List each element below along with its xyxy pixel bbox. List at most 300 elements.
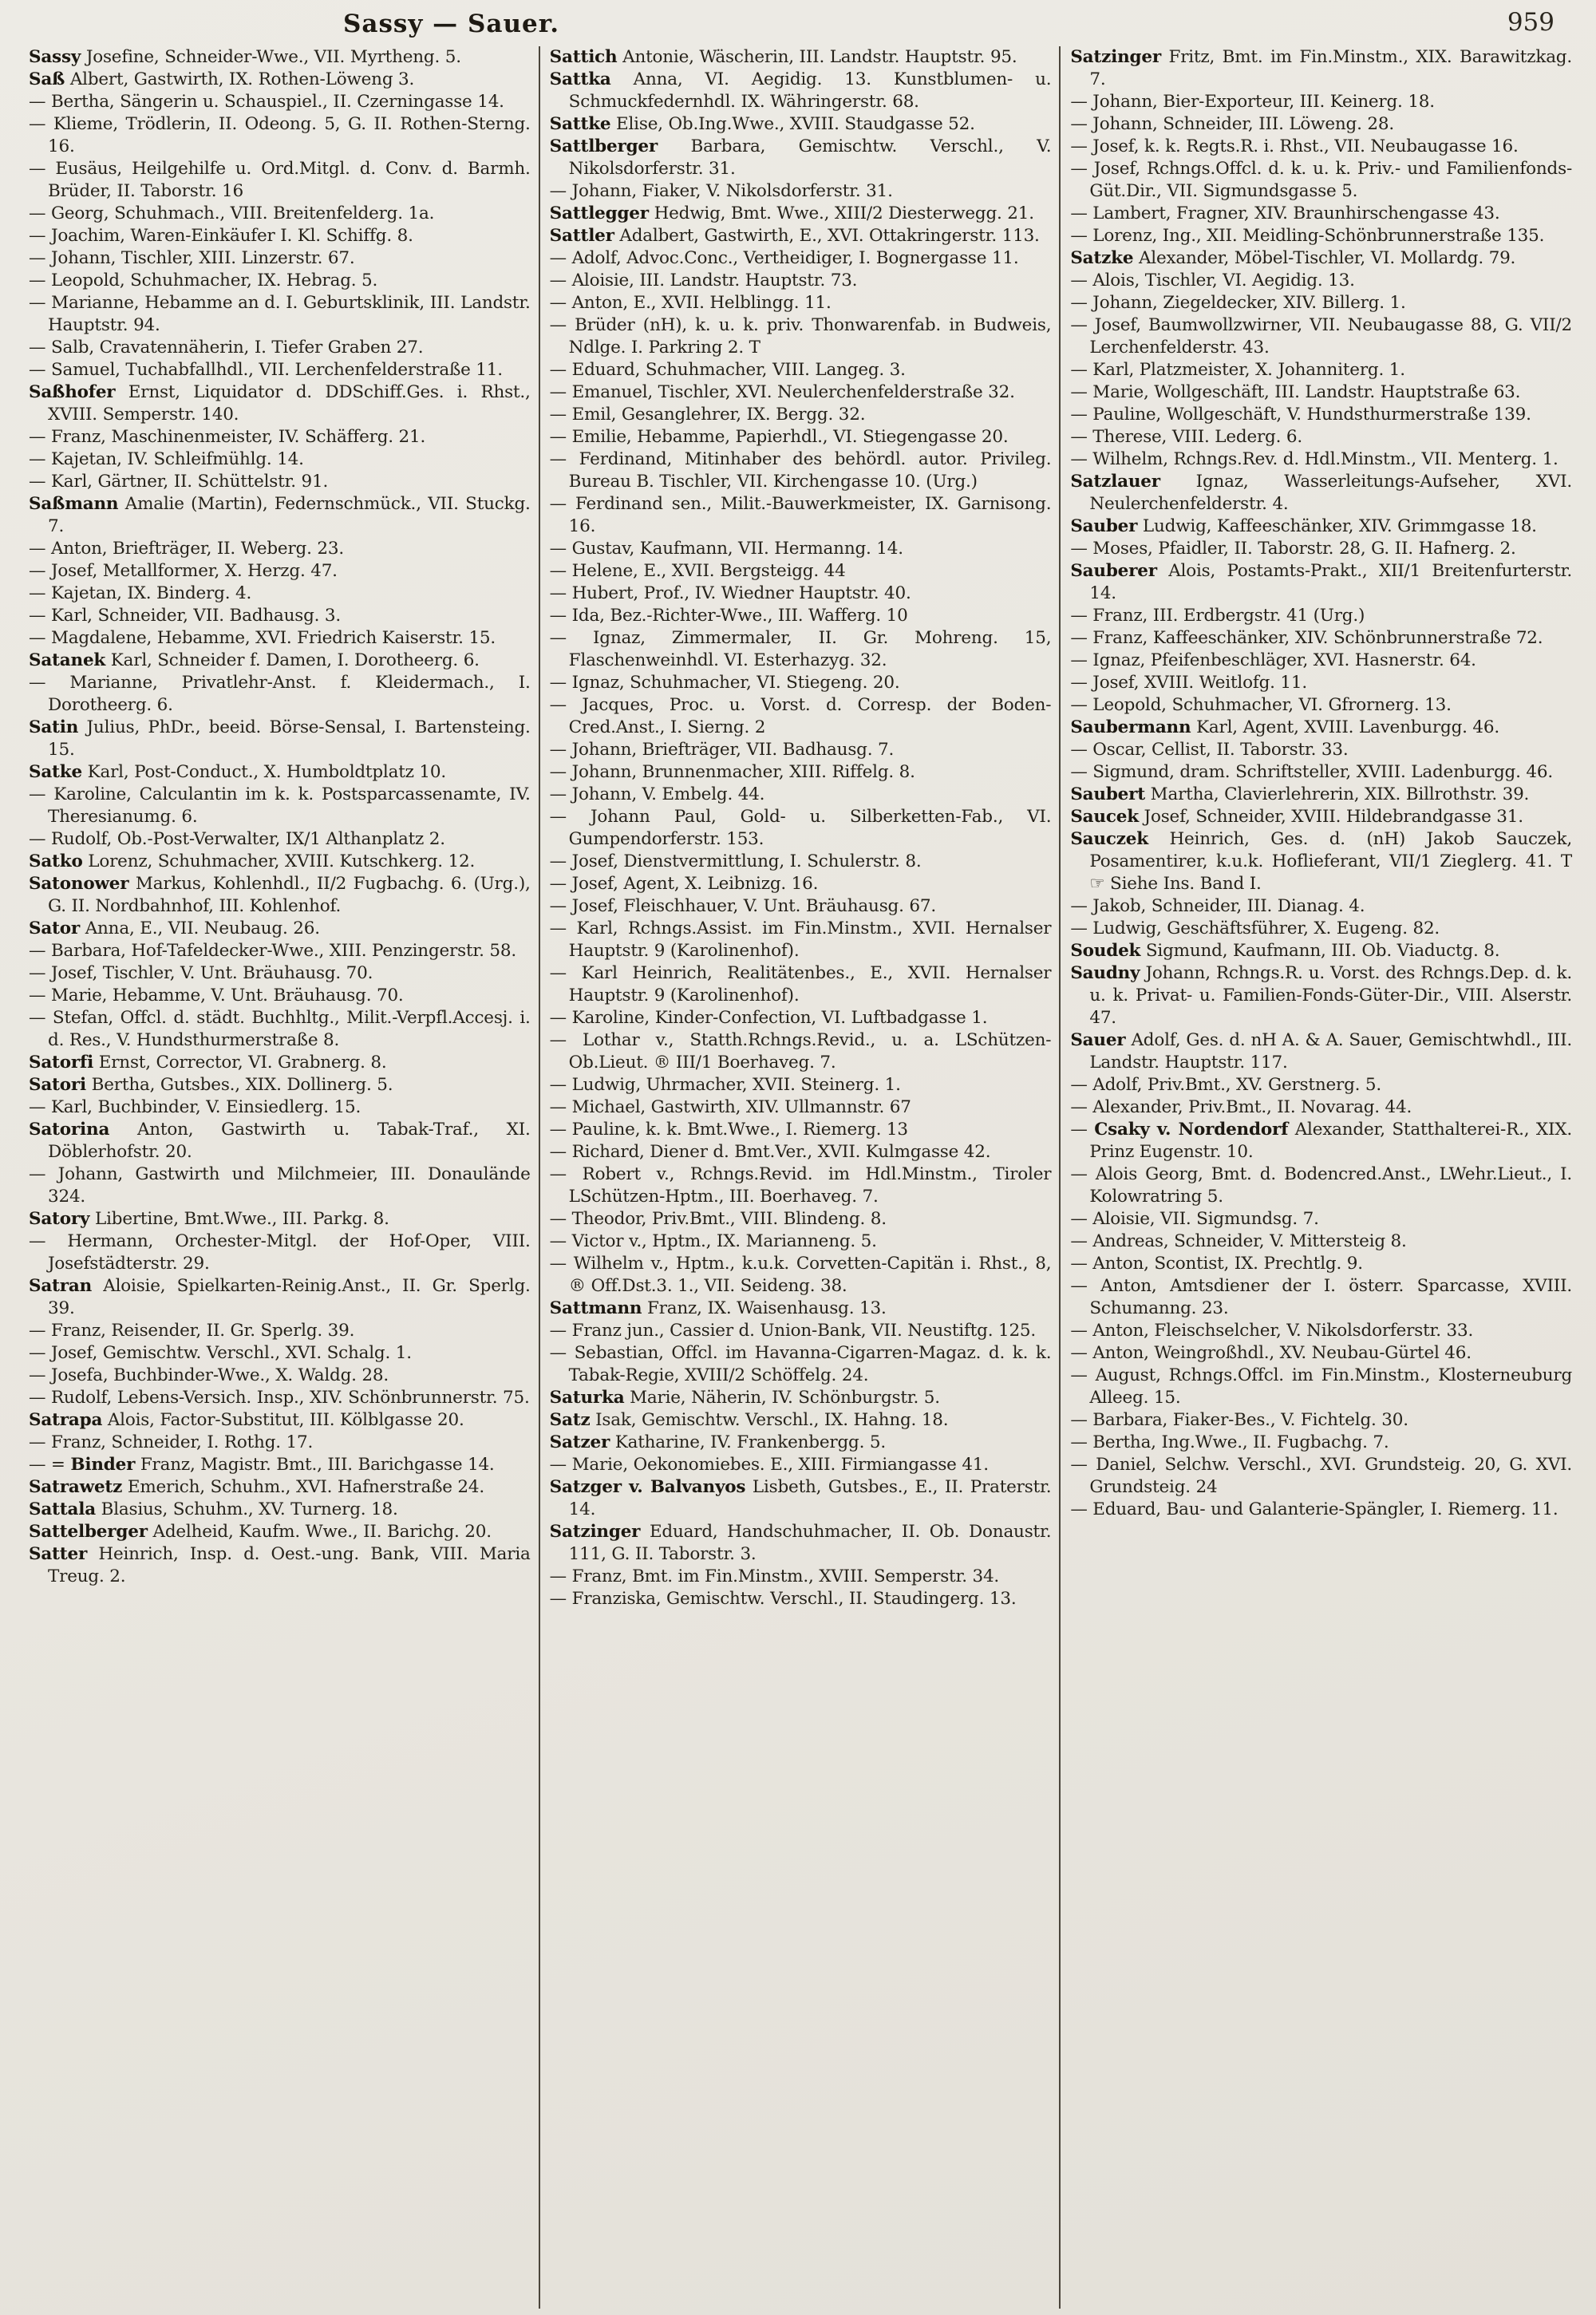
entry-dash: — bbox=[1070, 203, 1093, 223]
entry-dash: — bbox=[549, 405, 572, 425]
entry-text: Eduard, Schuhmacher, VIII. Langeg. 3. bbox=[571, 360, 906, 380]
directory-entry bbox=[1070, 1342, 1572, 1365]
entry-dash: — bbox=[1070, 427, 1093, 447]
entry-text: Aloisie, III. Landstr. Hauptstr. 73. bbox=[571, 271, 858, 290]
entry-text: Adolf, Priv.Bmt., XV. Gerstnerg. 5. bbox=[1092, 1075, 1382, 1095]
entry-text: Alois, Postamts-Prakt., XII/1 Breitenfurterstr. 14. bbox=[1089, 561, 1573, 603]
entry-text: Karl Heinrich, Realitätenbes., E., XVII. Hernalser Hauptstr. 9 (Karolinenhof). bbox=[568, 963, 1052, 1005]
directory-entry bbox=[29, 448, 531, 471]
directory-entry bbox=[550, 605, 1052, 627]
entry-dash: — bbox=[549, 896, 572, 916]
entry-dash: — bbox=[29, 114, 53, 134]
entry-text: Ida, Bez.-Richter-Wwe., III. Wafferg. 10 bbox=[571, 606, 908, 626]
entry-dash: — bbox=[1070, 315, 1095, 335]
entry-text: Josef, Fleischhauer, V. Unt. Bräuhausg. 67. bbox=[571, 896, 936, 916]
directory-entry bbox=[29, 605, 531, 627]
directory-entry bbox=[1070, 381, 1572, 404]
entry-text: Victor v., Hptm., IX. Marianneng. 5. bbox=[571, 1231, 877, 1251]
entry-surname: Binder bbox=[70, 1455, 136, 1475]
columns bbox=[19, 46, 1580, 2309]
directory-entry bbox=[1070, 91, 1572, 113]
entry-surname: Satko bbox=[29, 851, 83, 871]
entry-dash: — bbox=[1070, 1097, 1093, 1117]
entry-text: Kajetan, IX. Binderg. 4. bbox=[50, 583, 252, 603]
directory-entry bbox=[1070, 560, 1572, 605]
directory-entry bbox=[29, 158, 531, 203]
directory-entry bbox=[1070, 516, 1572, 538]
directory-entry bbox=[550, 180, 1052, 203]
directory-entry bbox=[550, 1096, 1052, 1119]
entry-text: Stefan, Offcl. d. städt. Buchhltg., Milit.-Verpfl.Accesj. i. d. Res., V. Hundsthurmerstraße 8. bbox=[48, 1008, 531, 1050]
directory-entry bbox=[550, 784, 1052, 806]
directory-entry bbox=[1070, 247, 1572, 270]
directory-entry bbox=[1070, 761, 1572, 784]
entry-text: Josef, Gemischtw. Verschl., XVI. Schalg. 1. bbox=[50, 1343, 412, 1363]
entry-dash: — bbox=[1070, 740, 1093, 760]
entry-text: Ignaz, Pfeifenbeschläger, XVI. Hasnerstr. 64. bbox=[1092, 650, 1476, 670]
entry-dash: — bbox=[29, 338, 51, 358]
directory-entry bbox=[550, 873, 1052, 895]
entry-dash: — bbox=[29, 941, 51, 961]
entry-text: Katharine, IV. Frankenbergg. 5. bbox=[614, 1432, 886, 1452]
entry-surname: Sattke bbox=[549, 114, 611, 134]
entry-surname: Satonower bbox=[29, 874, 129, 894]
column-2 bbox=[539, 46, 1060, 2309]
entry-text: Anton, Gastwirth u. Tabak-Traf., XI. Döblerhofstr. 20. bbox=[48, 1120, 531, 1162]
entry-surname: Saßhofer bbox=[29, 382, 116, 402]
entry-dash: — bbox=[549, 382, 572, 402]
entry-dash: — bbox=[29, 293, 52, 313]
entry-dash: — bbox=[549, 539, 572, 559]
entry-dash: — bbox=[549, 1566, 572, 1586]
entry-dash: — bbox=[29, 583, 51, 603]
directory-entry bbox=[29, 1007, 531, 1052]
entry-surname: Satzger v. Balvanyos bbox=[549, 1477, 746, 1497]
entry-dash: — bbox=[29, 226, 51, 246]
entry-dash: — bbox=[29, 472, 51, 492]
entry-text: Josef, k. k. Regts.R. i. Rhst., VII. Neubaugasse 16. bbox=[1092, 136, 1519, 156]
page-header-title: Sassy — Sauer. bbox=[343, 10, 559, 38]
directory-entry bbox=[29, 292, 531, 337]
directory-entry bbox=[29, 1052, 531, 1074]
entry-text: Ludwig, Uhrmacher, XVII. Steinerg. 1. bbox=[571, 1075, 901, 1095]
entry-surname: Saturka bbox=[549, 1388, 625, 1408]
directory-entry bbox=[1070, 359, 1572, 381]
entry-text: Alois, Factor-Substitut, III. Kölblgasse 20. bbox=[107, 1410, 464, 1430]
entry-surname: Saudny bbox=[1070, 963, 1140, 983]
entry-text: Karoline, Calculantin im k. k. Postsparcassenamte, IV. Theresianumg. 6. bbox=[48, 784, 531, 827]
entry-dash: — bbox=[549, 628, 593, 648]
directory-entry bbox=[550, 1432, 1052, 1454]
directory-entry bbox=[550, 247, 1052, 270]
directory-entry bbox=[1070, 538, 1572, 560]
entry-dash: — bbox=[1070, 1276, 1101, 1296]
entry-text: Lorenz, Ing., XII. Meidling-Schönbrunnerstraße 135. bbox=[1092, 226, 1545, 246]
entry-dash: — bbox=[29, 1388, 51, 1408]
entry-text: Karl, Post-Conduct., X. Humboldtplatz 10. bbox=[87, 762, 447, 782]
entry-text: Moses, Pfaidler, II. Taborstr. 28, G. II. Hafnerg. 2. bbox=[1092, 539, 1516, 559]
directory-entry bbox=[29, 1543, 531, 1588]
entry-text: Franz, IX. Waisenhausg. 13. bbox=[646, 1298, 887, 1318]
entry-surname: Sattlberger bbox=[549, 136, 658, 156]
directory-entry bbox=[29, 46, 531, 69]
directory-entry bbox=[550, 1298, 1052, 1320]
entry-surname: Saßmann bbox=[29, 494, 119, 514]
entry-text: Josef, Metallformer, X. Herzg. 47. bbox=[50, 561, 338, 581]
directory-entry bbox=[1070, 1253, 1572, 1275]
entry-dash: — bbox=[549, 1231, 572, 1251]
directory-entry bbox=[550, 1007, 1052, 1029]
directory-entry bbox=[550, 1588, 1052, 1610]
entry-text: Franz, Kaffeeschänker, XIV. Schönbrunnerstraße 72. bbox=[1092, 628, 1543, 648]
directory-entry bbox=[550, 1521, 1052, 1566]
entry-dash: — bbox=[549, 561, 572, 581]
entry-text: Ferdinand, Mitinhaber des behördl. autor. Privileg. Bureau B. Tischler, VII. Kirchengasse 10. (Urg.) bbox=[568, 449, 1052, 492]
directory-entry bbox=[29, 650, 531, 672]
entry-surname: Sattich bbox=[549, 47, 618, 67]
entry-text: Alois Georg, Bmt. d. Bodencred.Anst., LWehr.Lieut., I. Kolowratring 5. bbox=[1089, 1164, 1573, 1207]
entry-text: Emilie, Hebamme, Papierhdl., VI. Stiegengasse 20. bbox=[571, 427, 1009, 447]
entry-text: Alexander, Möbel-Tischler, VI. Mollardg. 79. bbox=[1138, 248, 1516, 268]
directory-entry bbox=[550, 69, 1052, 113]
entry-dash: — bbox=[29, 986, 51, 1005]
entry-text: Joachim, Waren-Einkäufer I. Kl. Schiffg. 8. bbox=[50, 226, 413, 246]
entry-text: Eduard, Handschuhmacher, II. Ob. Donaustr. 111, G. II. Taborstr. 3. bbox=[568, 1522, 1052, 1564]
directory-entry bbox=[1070, 1231, 1572, 1253]
entry-dash: — bbox=[1070, 226, 1093, 246]
entry-text: Emanuel, Tischler, XVI. Neulerchenfelderstraße 32. bbox=[571, 382, 1015, 402]
entry-text: Karl, Schneider, VII. Badhausg. 3. bbox=[50, 606, 342, 626]
directory-entry bbox=[1070, 1454, 1572, 1499]
entry-text: Josef, Baumwollzwirner, VII. Neubaugasse 88, G. VII/2 Lerchenfelderstr. 43. bbox=[1089, 315, 1573, 358]
directory-entry bbox=[29, 471, 531, 493]
directory-entry bbox=[1070, 940, 1572, 962]
entry-text: Rudolf, Lebens-Versich. Insp., XIV. Schönbrunnerstr. 75. bbox=[50, 1388, 530, 1408]
entry-dash: — bbox=[1070, 1075, 1093, 1095]
directory-entry bbox=[29, 493, 531, 538]
entry-dash: — bbox=[1070, 1432, 1093, 1452]
directory-entry bbox=[1070, 1365, 1572, 1409]
entry-text: Anton, Briefträger, II. Weberg. 23. bbox=[50, 539, 344, 559]
directory-entry bbox=[550, 1253, 1052, 1298]
entry-dash: — bbox=[549, 427, 572, 447]
entry-surname: Soudek bbox=[1070, 941, 1141, 961]
entry-text: Aloisie, VII. Sigmundsg. 7. bbox=[1092, 1209, 1319, 1229]
directory-entry bbox=[29, 761, 531, 784]
directory-entry bbox=[29, 851, 531, 873]
entry-text: Anna, VI. Aegidig. 13. Kunstblumen- u. Schmuckfedernhdl. IX. Währingerstr. 68. bbox=[568, 69, 1052, 112]
entry-text: Marianne, Privatlehr-Anst. f. Kleidermach., I. Dorotheerg. 6. bbox=[48, 673, 531, 715]
directory-entry bbox=[29, 627, 531, 650]
directory-entry bbox=[1070, 1096, 1572, 1119]
entry-text: Heinrich, Insp. d. Oest.-ung. Bank, VIII. Maria Treug. 2. bbox=[48, 1544, 531, 1586]
entry-text: Johann, Gastwirth und Milchmeier, III. Donaulände 324. bbox=[48, 1164, 531, 1207]
entry-text: Ferdinand sen., Milit.-Bauwerkmeister, IX. Garnisong. 16. bbox=[568, 494, 1052, 536]
entry-text: Eusäus, Heilgehilfe u. Ord.Mitgl. d. Conv. d. Barmh. Brüder, II. Taborstr. 16 bbox=[48, 159, 531, 201]
directory-entry bbox=[550, 381, 1052, 404]
directory-entry bbox=[29, 560, 531, 583]
directory-entry bbox=[550, 448, 1052, 493]
entry-dash: — bbox=[1070, 539, 1093, 559]
entry-dash: — bbox=[549, 1142, 572, 1162]
directory-entry bbox=[1070, 113, 1572, 136]
directory-entry bbox=[29, 940, 531, 962]
entry-dash: — bbox=[29, 1343, 51, 1363]
entry-text: Kajetan, IV. Schleifmühlg. 14. bbox=[50, 449, 304, 469]
entry-dash: — bbox=[549, 963, 582, 983]
entry-surname: Satori bbox=[29, 1075, 87, 1095]
entry-dash: — bbox=[29, 628, 51, 648]
directory-entry bbox=[29, 270, 531, 292]
directory-entry bbox=[550, 538, 1052, 560]
directory-entry bbox=[550, 895, 1052, 918]
entry-text: Georg, Schuhmach., VIII. Breitenfelderg. 1a. bbox=[50, 203, 435, 223]
directory-entry bbox=[1070, 270, 1572, 292]
entry-dash: — bbox=[549, 315, 575, 335]
entry-dash: — bbox=[549, 695, 583, 715]
entry-text: Therese, VIII. Lederg. 6. bbox=[1092, 427, 1303, 447]
entry-text: Heinrich, Ges. d. (nH) Jakob Sauczek, Posamentirer, k.u.k. Hoflieferant, VII/1 Zieglerg. 41. T ☞ Siehe Ins. Band I. bbox=[1089, 829, 1573, 894]
entry-text: Alexander, Priv.Bmt., II. Novarag. 44. bbox=[1092, 1097, 1412, 1117]
entry-text: Johann, Ziegeldecker, XIV. Billerg. 1. bbox=[1092, 293, 1406, 313]
entry-surname: Sattelberger bbox=[29, 1522, 148, 1542]
entry-text: Adolf, Ges. d. nH A. & A. Sauer, Gemischtwhdl., III. Landstr. Hauptstr. 117. bbox=[1089, 1030, 1573, 1073]
entry-dash: — bbox=[549, 449, 579, 469]
entry-text: Ignaz, Schuhmacher, VI. Stiegeng. 20. bbox=[571, 673, 900, 693]
directory-entry bbox=[550, 694, 1052, 739]
entry-text: Josef, Schneider, XVIII. Hildebrandgasse 31. bbox=[1144, 807, 1523, 827]
directory-entry bbox=[29, 113, 531, 158]
entry-dash: — bbox=[549, 740, 572, 760]
directory-entry bbox=[29, 1365, 531, 1387]
entry-text: Ignaz, Wasserleitungs-Aufseher, XVI. Neulerchenfelderstr. 4. bbox=[1089, 472, 1573, 514]
directory-entry bbox=[29, 91, 531, 113]
entry-surname: Saubermann bbox=[1070, 717, 1191, 737]
entry-dash: — bbox=[549, 293, 572, 313]
entry-surname: Sauber bbox=[1070, 516, 1138, 536]
entry-text: Hedwig, Bmt. Wwe., XIII/2 Diesterwegg. 21. bbox=[654, 203, 1034, 223]
entry-dash: — bbox=[1070, 1499, 1093, 1519]
entry-dash: — bbox=[549, 1589, 572, 1609]
directory-entry bbox=[550, 739, 1052, 761]
directory-entry bbox=[29, 828, 531, 851]
entry-text: Josefa, Buchbinder-Wwe., X. Waldg. 28. bbox=[50, 1365, 389, 1385]
entry-surname: Satrawetz bbox=[29, 1477, 123, 1497]
directory-entry bbox=[29, 359, 531, 381]
directory-entry bbox=[1070, 650, 1572, 672]
entry-text: Albert, Gastwirth, IX. Rothen-Löweng 3. bbox=[69, 69, 415, 89]
entry-surname: Satzlauer bbox=[1070, 472, 1160, 492]
entry-surname: Sattlegger bbox=[549, 203, 649, 223]
directory-entry bbox=[550, 1163, 1052, 1208]
entry-text: Marianne, Hebamme an d. I. Geburtsklinik, III. Landstr. Hauptstr. 94. bbox=[48, 293, 531, 335]
entry-dash: — bbox=[1070, 1209, 1093, 1229]
entry-text: Libertine, Bmt.Wwe., III. Parkg. 8. bbox=[95, 1209, 389, 1229]
entry-text: Johann, Briefträger, VII. Badhausg. 7. bbox=[571, 740, 895, 760]
directory-entry bbox=[1070, 225, 1572, 247]
entry-text: Jakob, Schneider, III. Dianag. 4. bbox=[1092, 896, 1365, 916]
entry-text: Bertha, Sängerin u. Schauspiel., II. Czerningasse 14. bbox=[50, 92, 504, 112]
directory-entry bbox=[1070, 1320, 1572, 1342]
entry-text: Karl, Buchbinder, V. Einsiedlerg. 15. bbox=[50, 1097, 361, 1117]
entry-text: Bertha, Ing.Wwe., II. Fugbachg. 7. bbox=[1092, 1432, 1389, 1452]
directory-entry bbox=[1070, 918, 1572, 940]
entry-surname: Saubert bbox=[1070, 784, 1146, 804]
entry-text: Franz, Magistr. Bmt., III. Barichgasse 14. bbox=[140, 1455, 495, 1475]
entry-dash: — bbox=[549, 784, 572, 804]
directory-entry bbox=[1070, 1163, 1572, 1208]
entry-text: Anton, E., XVII. Helblingg. 11. bbox=[571, 293, 832, 313]
entry-text: Martha, Clavierlehrerin, XIX. Billrothstr. 39. bbox=[1150, 784, 1530, 804]
entry-dash: — bbox=[549, 673, 572, 693]
entry-dash: — bbox=[549, 1343, 575, 1363]
entry-text: Sigmund, Kaufmann, III. Ob. Viaductg. 8. bbox=[1145, 941, 1500, 961]
directory-entry bbox=[1070, 136, 1572, 158]
entry-dash: — bbox=[29, 1321, 51, 1341]
directory-entry bbox=[1070, 404, 1572, 426]
entry-dash: — bbox=[29, 159, 56, 179]
entry-text: Marie, Oekonomiebes. E., XIII. Firmiangasse 41. bbox=[571, 1455, 989, 1475]
directory-entry bbox=[1070, 1499, 1572, 1521]
directory-entry bbox=[550, 46, 1052, 69]
directory-entry bbox=[29, 337, 531, 359]
entry-text: Blasius, Schuhm., XV. Turnerg. 18. bbox=[101, 1499, 398, 1519]
directory-entry bbox=[550, 806, 1052, 851]
entry-dash: — bbox=[29, 784, 54, 804]
directory-entry bbox=[29, 784, 531, 828]
entry-text: Barbara, Hof-Tafeldecker-Wwe., XIII. Penzingerstr. 58. bbox=[50, 941, 516, 961]
entry-text: Robert v., Rchngs.Revid. im Hdl.Minstm., Tiroler LSchützen-Hptm., III. Boerhaveg. 7. bbox=[568, 1164, 1052, 1207]
directory-entry bbox=[29, 247, 531, 270]
directory-entry bbox=[1070, 471, 1572, 516]
entry-text: Johann, Bier-Exporteur, III. Keinerg. 18. bbox=[1092, 92, 1435, 112]
directory-entry bbox=[29, 1521, 531, 1543]
entry-text: Johann, V. Embelg. 44. bbox=[571, 784, 765, 804]
entry-text: Anton, Scontist, IX. Prechtlg. 9. bbox=[1092, 1254, 1363, 1274]
entry-text: Barbara, Fiaker-Bes., V. Fichtelg. 30. bbox=[1092, 1410, 1408, 1430]
directory-entry bbox=[1070, 1432, 1572, 1454]
entry-dash: — bbox=[1070, 92, 1093, 112]
directory-entry bbox=[550, 426, 1052, 448]
entry-surname: Saß bbox=[29, 69, 65, 89]
entry-surname: Satorfi bbox=[29, 1053, 94, 1073]
entry-dash: — bbox=[29, 606, 51, 626]
directory-entry bbox=[550, 1119, 1052, 1141]
entry-text: Johann, Brunnenmacher, XIII. Riffelg. 8. bbox=[571, 762, 915, 782]
entry-text: Adalbert, Gastwirth, E., XVI. Ottakringerstr. 113. bbox=[619, 226, 1040, 246]
entry-dash: — bbox=[29, 673, 70, 693]
directory-entry bbox=[1070, 158, 1572, 203]
entry-dash: — bbox=[1070, 1231, 1093, 1251]
directory-entry bbox=[550, 1342, 1052, 1387]
directory-entry bbox=[550, 560, 1052, 583]
entry-dash: — bbox=[1070, 650, 1093, 670]
directory-entry bbox=[29, 1454, 531, 1476]
directory-entry bbox=[29, 1275, 531, 1320]
directory-entry bbox=[550, 918, 1052, 962]
entry-text: Samuel, Tuchabfallhdl., VII. Lerchenfelderstraße 11. bbox=[50, 360, 503, 380]
entry-dash: — bbox=[1070, 382, 1093, 402]
entry-text: Emil, Gesanglehrer, IX. Bergg. 32. bbox=[571, 405, 866, 425]
entry-dash: — bbox=[1070, 695, 1093, 715]
entry-text: Karl, Platzmeister, X. Johanniterg. 1. bbox=[1092, 360, 1405, 380]
entry-dash: — bbox=[29, 829, 51, 849]
entry-surname: Satrapa bbox=[29, 1410, 103, 1430]
entry-dash: — bbox=[29, 561, 51, 581]
directory-entry bbox=[550, 270, 1052, 292]
entry-text: Johann Paul, Gold- u. Silberketten-Fab., VI. Gumpendorferstr. 153. bbox=[568, 807, 1052, 849]
entry-text: Johann, Tischler, XIII. Linzerstr. 67. bbox=[50, 248, 355, 268]
entry-text: Karl, Schneider f. Damen, I. Dorotheerg. 6. bbox=[110, 650, 480, 670]
directory-entry bbox=[1070, 605, 1572, 627]
entry-surname: Sassy bbox=[29, 47, 81, 67]
entry-dash: — bbox=[1070, 673, 1093, 693]
directory-entry bbox=[550, 851, 1052, 873]
entry-dash: — bbox=[1070, 1164, 1096, 1184]
entry-dash: — bbox=[29, 963, 51, 983]
entry-dash: — bbox=[1070, 271, 1093, 290]
entry-text: Rudolf, Ob.-Post-Verwalter, IX/1 Althanplatz 2. bbox=[50, 829, 445, 849]
entry-text: Karl, Agent, XVIII. Lavenburgg. 46. bbox=[1196, 717, 1499, 737]
entry-dash: — bbox=[549, 494, 575, 514]
entry-dash: — bbox=[29, 92, 51, 112]
directory-entry bbox=[29, 1074, 531, 1096]
entry-text: Barbara, Gemischtw. Verschl., V. Nikolsdorferstr. 31. bbox=[568, 136, 1052, 179]
entry-surname: Satorina bbox=[29, 1120, 110, 1140]
entry-dash: — bbox=[29, 248, 51, 268]
page-header bbox=[0, 0, 1596, 45]
entry-text: Lambert, Fragner, XIV. Braunhirschengasse 43. bbox=[1092, 203, 1500, 223]
directory-entry bbox=[29, 381, 531, 426]
entry-surname: Sattmann bbox=[549, 1298, 642, 1318]
entry-text: Hermann, Orchester-Mitgl. der Hof-Oper, VIII. Josefstädterstr. 29. bbox=[48, 1231, 531, 1274]
entry-dash: — bbox=[1070, 762, 1093, 782]
directory-entry bbox=[1070, 314, 1572, 359]
entry-dash: — bbox=[549, 606, 572, 626]
entry-text: Oscar, Cellist, II. Taborstr. 33. bbox=[1092, 740, 1349, 760]
entry-surname: Sattka bbox=[549, 69, 611, 89]
entry-text: Klieme, Trödlerin, II. Odeong. 5, G. II. Rothen-Sterng. 16. bbox=[48, 114, 531, 156]
entry-dash: — bbox=[1070, 918, 1093, 938]
directory-entry bbox=[1070, 448, 1572, 471]
entry-text: Emerich, Schuhm., XVI. Hafnerstraße 24. bbox=[127, 1477, 484, 1497]
entry-text: Marie, Hebamme, V. Unt. Bräuhausg. 70. bbox=[50, 986, 404, 1005]
entry-text: Ernst, Liquidator d. DDSchiff.Ges. i. Rhst., XVIII. Semperstr. 140. bbox=[48, 382, 531, 425]
entry-dash: — bbox=[1070, 1343, 1093, 1363]
entry-surname: Satzinger bbox=[1070, 47, 1161, 67]
column-3 bbox=[1059, 46, 1580, 2309]
directory-entry bbox=[550, 1454, 1052, 1476]
entry-dash: — bbox=[1070, 1410, 1093, 1430]
entry-dash: — bbox=[29, 1432, 51, 1452]
column-1 bbox=[19, 46, 539, 2309]
entry-text: Ernst, Corrector, VI. Grabnerg. 8. bbox=[98, 1053, 387, 1073]
entry-surname: Satzke bbox=[1070, 248, 1134, 268]
entry-dash: — bbox=[29, 1231, 68, 1251]
directory-entry bbox=[1070, 717, 1572, 739]
directory-entry bbox=[29, 1320, 531, 1342]
entry-dash: — bbox=[549, 874, 572, 894]
entry-dash: — bbox=[549, 1075, 572, 1095]
entry-dash: — bbox=[1070, 159, 1094, 179]
directory-entry bbox=[29, 1387, 531, 1409]
entry-text: Michael, Gastwirth, XIV. Ullmannstr. 67 bbox=[571, 1097, 911, 1117]
directory-entry bbox=[550, 1141, 1052, 1163]
entry-surname: Satzer bbox=[549, 1432, 610, 1452]
directory-entry bbox=[29, 918, 531, 940]
entry-text: Lothar v., Statth.Rchngs.Revid., u. a. LSchützen-Ob.Lieut. ® III/1 Boerhaveg. 7. bbox=[568, 1030, 1052, 1073]
directory-entry bbox=[29, 1119, 531, 1163]
